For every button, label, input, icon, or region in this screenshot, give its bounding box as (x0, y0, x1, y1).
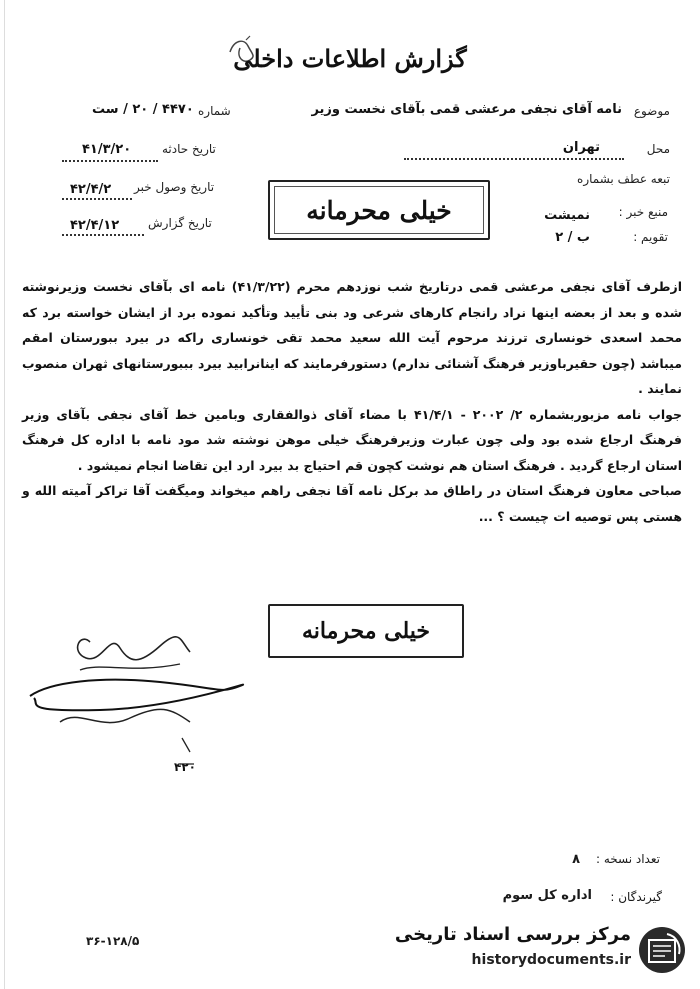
report-date-dotted-line (62, 234, 144, 236)
place-value: تهران (562, 140, 600, 155)
receipt-date-label: تاریخ وصول خبر (134, 180, 215, 194)
stamp-text: خیلی محرمانه (306, 195, 452, 225)
incident-date-label: تاریخ حادثه (162, 142, 216, 156)
incident-date-dotted-line (62, 160, 158, 162)
number-value: ۴۴۷۰ / ۲۰ / ست (92, 102, 194, 117)
recipients-value: اداره کل سوم (502, 888, 592, 903)
handwritten-signature (20, 612, 260, 792)
incident-date-value: ۴۱/۳/۲۰ (82, 142, 132, 157)
evaluation-label: تقویم : (633, 230, 668, 244)
source-value: نمیشت (544, 208, 590, 223)
body-paragraph-2: جواب نامه مزبوربشماره ۲/ ۲۰۰۲ - ۴۱/۴/۱ با مضاء آقای ذوالفقاری وبامین خط آقای نجفی بآقای وزیر فرهنگ ارجاع شده بود ولی چون عبارت وزیرفرهنگ خیلی موهن نوشته شد مود نامه با اداره کل فرهنگ استان ارجاع گردید . فرهنگ استان هم نوشت کچون قم احتیاج بد بیرد ارد این تقاضا انجام نمیشود . (22, 406, 683, 473)
receipt-date-dotted-line (62, 198, 132, 200)
number-label: شماره (198, 104, 231, 118)
archive-watermark (394, 920, 695, 980)
source-label: منبع خبر : (618, 205, 668, 219)
copies-label: تعداد نسخه : (595, 852, 660, 866)
reference-label: تبعه عطف بشماره (577, 172, 670, 186)
report-date-value: ۴۲/۴/۱۲ (70, 218, 120, 233)
copies-value: ۸ (572, 852, 580, 867)
report-body (22, 274, 682, 529)
subject-value: نامه آقای نجفی مرعشی قمی بآقای نخست وزیر (311, 102, 622, 117)
subject-label: موضوع (633, 104, 670, 118)
place-label: محل (646, 142, 670, 156)
receipt-date-value: ۴۲/۴/۲ (70, 182, 112, 197)
scan-edge (4, 0, 5, 989)
confidential-stamp-bottom (268, 604, 464, 658)
document-number: ۳۶-۱۲۸/۵ (86, 934, 140, 948)
body-paragraph-3: صباحی معاون فرهنگ استان در راطاق مد برکل نامه آقا نجفی راهم میخواند ومیگفت آقا تراکر آمیته الله و هستی پس توصیه ات چیست ؟ ... (22, 483, 682, 524)
evaluation-value: ب / ۲ (555, 230, 590, 245)
page-title: گزارش اطلاعات داخلی (233, 44, 467, 73)
watermark-url: historydocuments.ir (471, 952, 631, 968)
confidential-stamp-top (268, 180, 490, 240)
signature-fraction: ۴۲۰ (174, 760, 196, 774)
recipients-label: گیرندگان : (610, 890, 662, 904)
stamp-text-bottom: خیلی محرمانه (301, 618, 431, 644)
report-date-label: تاریخ گزارش (148, 216, 212, 230)
body-paragraph-1: ازطرف آقای نجفی مرعشی قمی درتاریخ شب نوزدهم محرم (۴۱/۳/۲۲) نامه ای بآقای نخست وزیرنوشته شده و بعد از بعضه اینها نراد رانجام کارهای شرعی ود بنی تأیید وتأکید نموده برد از ایشان خواسته برد که محمد اسعدی خونساری ترزند مرحوم آیت الله سعید محمد تقی خونساری راکه در بیرد ببورستان امقم میباشد (چون حقیرباوزیر فرهنگ آشنائی ندارم) دستورفرمایند که اینانرابید بیرد بببورستانهای ثهران منصوب نمایند . (22, 279, 682, 396)
place-dotted-line (404, 158, 624, 160)
archive-logo-icon (637, 924, 687, 976)
watermark-title: مرکز بررسی اسناد تاریخی (394, 924, 631, 945)
